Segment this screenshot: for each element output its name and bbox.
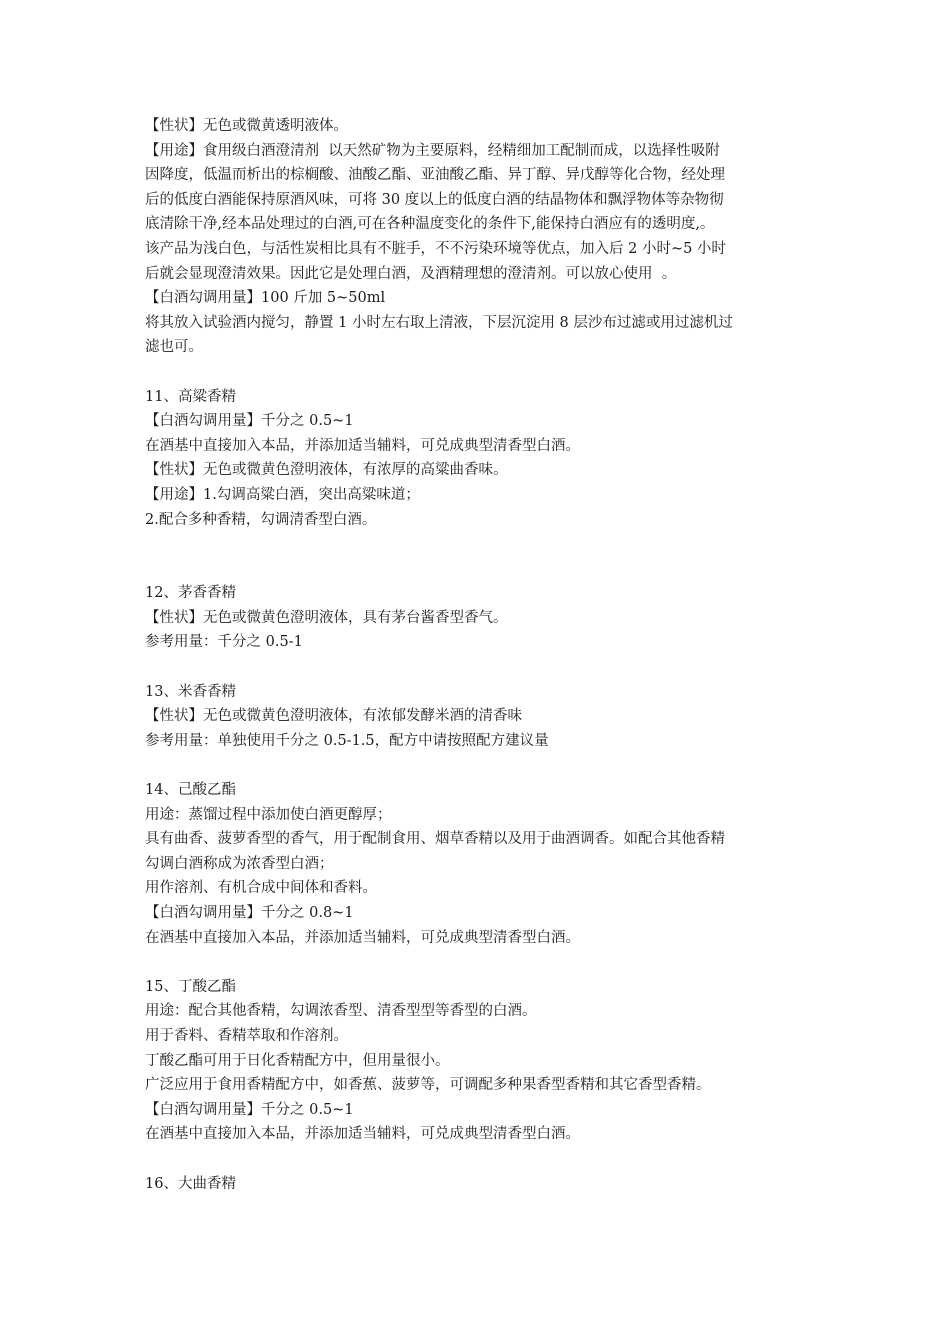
text-line: 参考用量：单独使用千分之 0.5-1.5，配方中请按照配方建议量 xyxy=(145,732,549,749)
blank-line xyxy=(145,753,810,778)
text-line: 【白酒勾调用量】千分之 0.5~1 xyxy=(145,1101,354,1118)
text-line: 因降度，低温而析出的棕榈酸、油酸乙酯、亚油酸乙酯、异丁醇、异戊醇等化合物，经处理 xyxy=(145,167,725,184)
text-line: 广泛应用于食用香精配方中，如香蕉、菠萝等，可调配多种果香型香精和其它香型香精。 xyxy=(145,1077,711,1094)
text-line: 将其放入试验酒内搅匀，静置 1 小时左右取上清液，下层沉淀用 8 层沙布过滤或用过滤机过 xyxy=(145,314,733,331)
text-line: 在酒基中直接加入本品，并添加适当辅料，可兑成典型清香型白酒。 xyxy=(145,1126,580,1143)
text-line: 在酒基中直接加入本品，并添加适当辅料，可兑成典型清香型白酒。 xyxy=(145,437,580,454)
text-line: 具有曲香、菠萝香型的香气，用于配制食用、烟草香精以及用于曲酒调香。如配合其他香精 xyxy=(145,831,725,848)
text-line: 用途：蒸馏过程中添加使白酒更醇厚； xyxy=(145,806,392,823)
section-heading: 14、己酸乙酯 xyxy=(145,782,236,799)
blank-line xyxy=(145,360,810,385)
section-heading: 13、米香香精 xyxy=(145,683,236,700)
document-body xyxy=(145,114,810,1196)
text-line: 底清除干净,经本品处理过的白酒,可在各种温度变化的条件下,能保持白酒应有的透明度,。 xyxy=(145,216,715,233)
text-line: 用途：配合其他香精，勾调浓香型、清香型型等香型的白酒。 xyxy=(145,1003,537,1020)
text-line: 2.配合多种香精，勾调清香型白酒。 xyxy=(145,511,377,528)
blank-line xyxy=(145,557,810,582)
text-line: 【白酒勾调用量】千分之 0.5~1 xyxy=(145,413,354,430)
text-line: 【性状】无色或微黄色澄明液体，具有茅台酱香型香气。 xyxy=(145,609,508,626)
text-line: 【用途】1.勾调高粱白酒，突出高粱味道； xyxy=(145,486,420,503)
text-line: 丁酸乙酯可用于日化香精配方中，但用量很小。 xyxy=(145,1052,450,1069)
text-line: 后就会显现澄清效果。因此它是处理白酒，及酒精理想的澄清剂。可以放心使用 。 xyxy=(145,265,677,282)
blank-line xyxy=(145,950,810,975)
text-line: 【性状】无色或微黄色澄明液体，有浓郁发酵米酒的清香味 xyxy=(145,708,522,725)
section-heading: 15、丁酸乙酯 xyxy=(145,978,236,995)
section-heading: 11、高粱香精 xyxy=(145,388,236,405)
text-line: 后的低度白酒能保持原酒风味，可将 30 度以上的低度白酒的结晶物体和飘浮物体等杂物彻 xyxy=(145,191,724,208)
blank-line xyxy=(145,655,810,680)
section-heading: 16、大曲香精 xyxy=(145,1175,236,1192)
text-line: 【白酒勾调用量】千分之 0.8~1 xyxy=(145,905,354,921)
text-line: 【用途】食用级白酒澄清剂 以天然矿物为主要原料，经精细加工配制而成，以选择性吸附 xyxy=(145,142,720,159)
text-line: 用作溶剂、有机合成中间体和香料。 xyxy=(145,880,377,897)
text-line: 【白酒勾调用量】100 斤加 5~50ml xyxy=(145,290,386,307)
text-line: 勾调白酒称成为浓香型白酒； xyxy=(145,855,334,872)
text-line: 【性状】无色或微黄色澄明液体，有浓厚的高粱曲香味。 xyxy=(145,462,508,479)
text-line: 在酒基中直接加入本品，并添加适当辅料，可兑成典型清香型白酒。 xyxy=(145,929,580,946)
blank-line xyxy=(145,1147,810,1172)
section-heading: 12、茅香香精 xyxy=(145,585,236,602)
text-line: 该产品为浅白色，与活性炭相比具有不脏手，不不污染环境等优点，加入后 2 小时~5 小时 xyxy=(145,240,726,257)
text-line: 【性状】无色或微黄透明液体。 xyxy=(145,118,348,134)
text-line: 参考用量：千分之 0.5-1 xyxy=(145,634,303,651)
blank-line xyxy=(145,532,810,557)
text-line: 用于香料、香精萃取和作溶剂。 xyxy=(145,1027,348,1044)
text-line: 滤也可。 xyxy=(145,339,203,356)
